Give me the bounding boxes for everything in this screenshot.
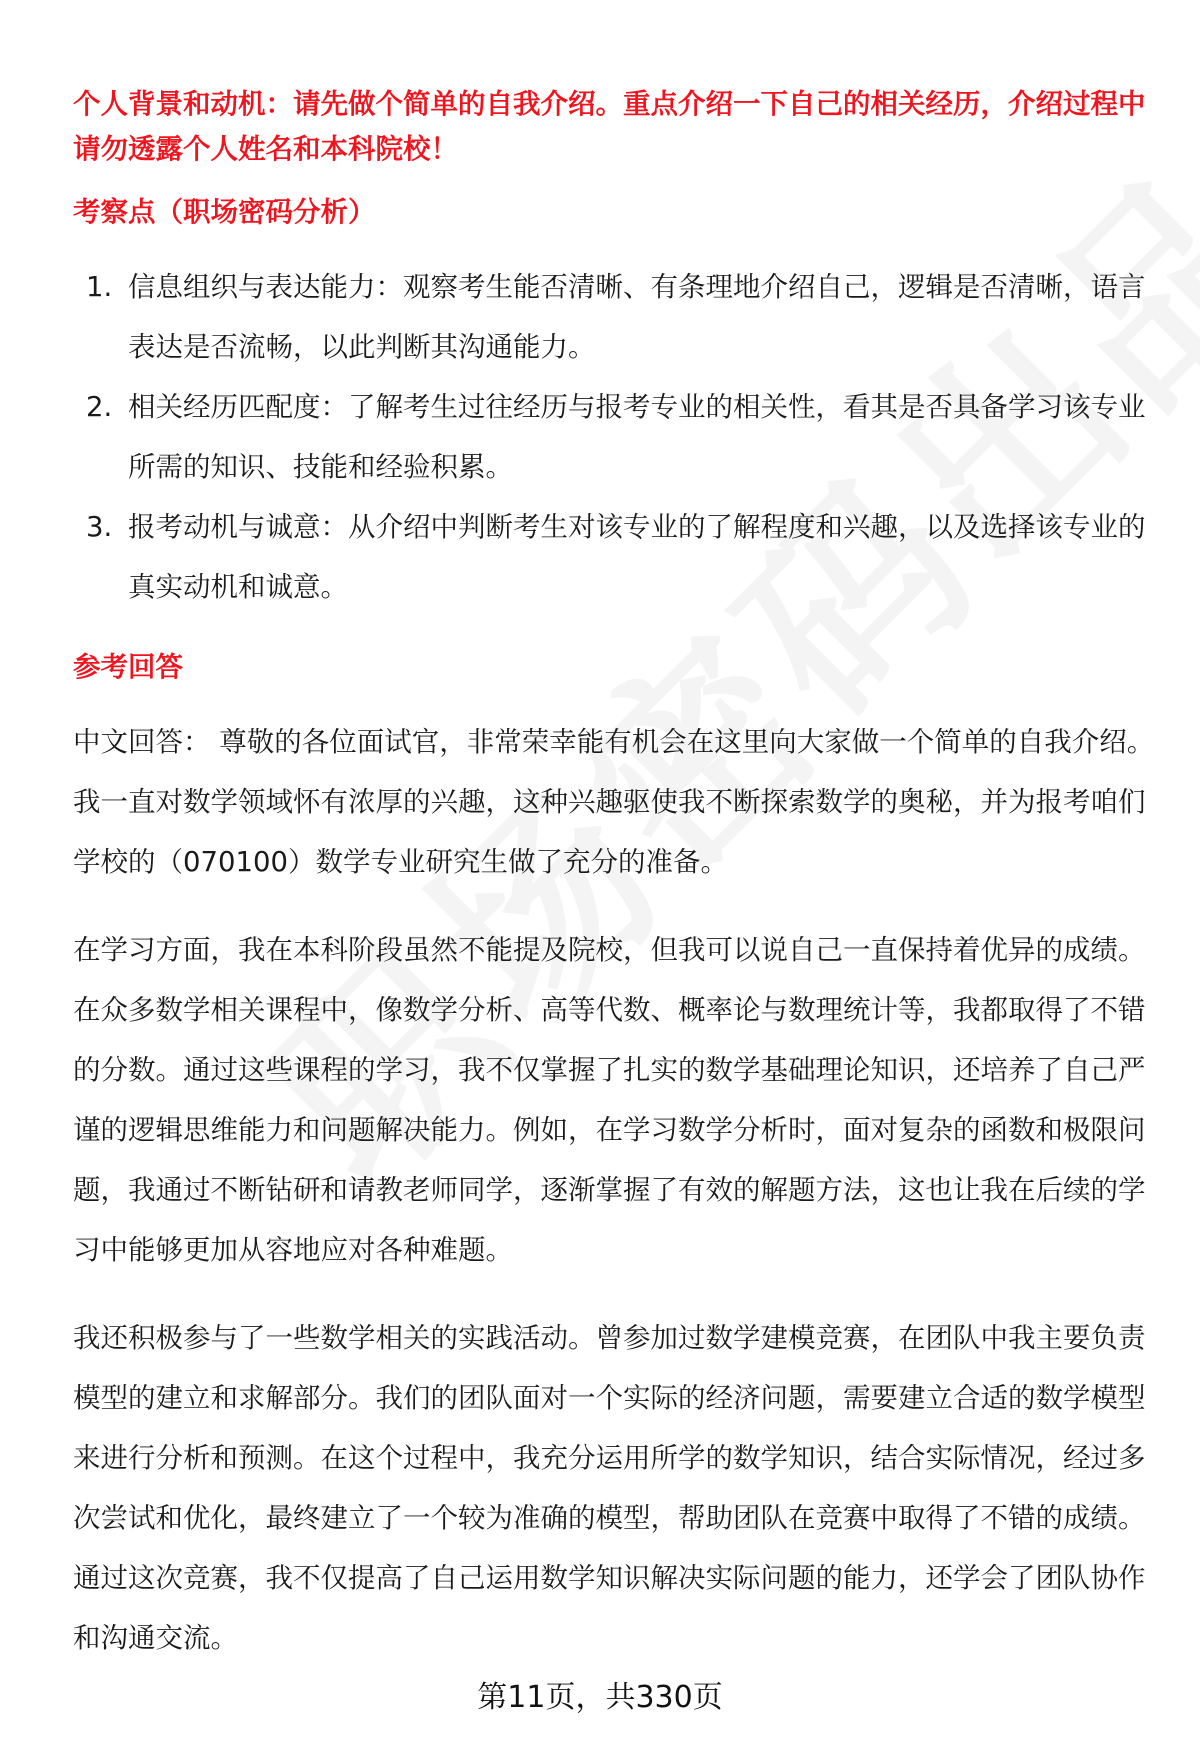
exam-point-item (73, 497, 1158, 617)
exam-point-text: 信息组织与表达能力：观察考生能否清晰、有条理地介绍自己，逻辑是否清晰，语言表达是否流畅，以此判断其沟通能力。 (128, 271, 1146, 363)
document-body (73, 82, 1158, 1696)
answer-heading: 参考回答 (73, 651, 183, 683)
exam-point-number: 3. (86, 511, 113, 543)
answer-paragraph: 中文回答： 尊敬的各位面试官，非常荣幸能有机会在这里向大家做一个简单的自我介绍。我一直对数学领域怀有浓厚的兴趣，这种兴趣驱使我不断探索数学的奥秘，并为报考咱们学校的（070100）数学专业研究生做了充分的准备。 (73, 726, 1155, 878)
exam-point-number: 2. (86, 391, 113, 423)
answer-paragraph: 在学习方面，我在本科阶段虽然不能提及院校，但我可以说自己一直保持着优异的成绩。在众多数学相关课程中，像数学分析、高等代数、概率论与数理统计等，我都取得了不错的分数。通过这些课程的学习，我不仅掌握了扎实的数学基础理论知识，还培养了自己严谨的逻辑思维能力和问题解决能力。例如，在学习数学分析时，面对复杂的函数和极限问题，我通过不断钻研和请教老师同学，逐渐掌握了有效的解题方法，这也让我在后续的学习中能够更加从容地应对各种难题。 (73, 934, 1146, 1266)
exam-points-heading: 考察点（职场密码分析） (73, 196, 376, 228)
exam-points-list (73, 257, 1158, 617)
exam-point-item (73, 377, 1158, 497)
answer-paragraph: 我还积极参与了一些数学相关的实践活动。曾参加过数学建模竞赛，在团队中我主要负责模型的建立和求解部分。我们的团队面对一个实际的经济问题，需要建立合适的数学模型来进行分析和预测。在这个过程中，我充分运用所学的数学知识，结合实际情况，经过多次尝试和优化，最终建立了一个较为准确的模型，帮助团队在竞赛中取得了不错的成绩。通过这次竞赛，我不仅提高了自己运用数学知识解决实际问题的能力，还学会了团队协作和沟通交流。 (73, 1322, 1146, 1654)
exam-point-text: 相关经历匹配度：了解考生过往经历与报考专业的相关性，看其是否具备学习该专业所需的知识、技能和经验积累。 (128, 391, 1146, 483)
exam-point-text: 报考动机与诚意：从介绍中判断考生对该专业的了解程度和兴趣，以及选择该专业的真实动机和诚意。 (128, 511, 1146, 603)
exam-point-number: 1. (86, 271, 113, 303)
exam-point-item (73, 257, 1158, 377)
interview-question: 个人背景和动机：请先做个简单的自我介绍。重点介绍一下自己的相关经历，介绍过程中请勿透露个人姓名和本科院校！ (73, 88, 1146, 165)
page-number: 第11页，共330页 (477, 1680, 723, 1715)
